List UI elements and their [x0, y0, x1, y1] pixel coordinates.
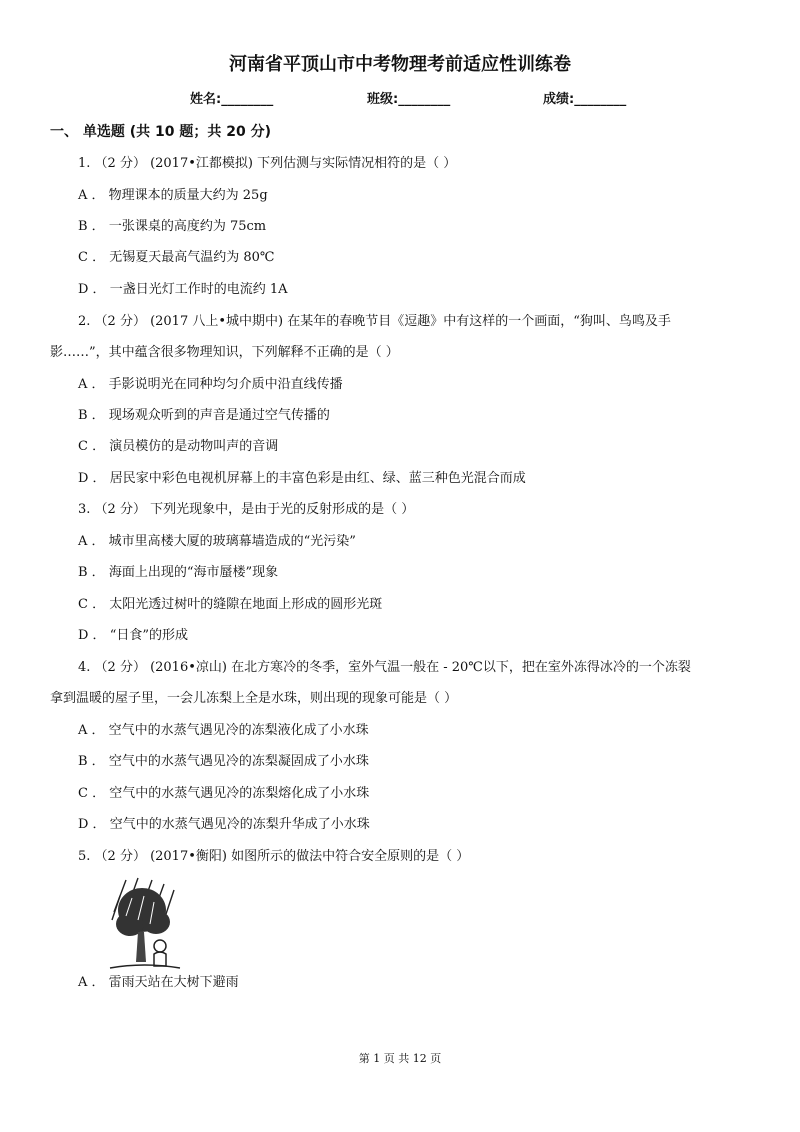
question-3-option-c: C ． 太阳光透过树叶的缝隙在地面上形成的圆形光斑 [78, 597, 383, 612]
question-4-option-a: A ． 空气中的水蒸气遇见冷的冻梨液化成了小水珠 [78, 723, 369, 738]
section-heading: 一、 单选题 (共 10 题；共 20 分) [50, 124, 272, 140]
question-1-option-d: D ． 一盏日光灯工作时的电流约 1A [78, 282, 288, 297]
question-1-option-c: C ． 无锡夏天最高气温约为 80℃ [78, 250, 275, 265]
question-3-option-b: B ． 海面上出现的“海市蜃楼”现象 [78, 565, 279, 580]
question-1-option-a: A ． 物理课本的质量大约为 25g [78, 188, 268, 203]
question-5-option-a: A ． 雷雨天站在大树下避雨 [78, 975, 239, 990]
question-2-option-d: D ． 居民家中彩色电视机屏幕上的丰富色彩是由红、绿、蓝三种色光混合而成 [78, 471, 526, 486]
class-field: 班级:________ [367, 92, 451, 107]
name-field: 姓名:________ [190, 92, 274, 107]
question-2-stem: 2. （2 分） (2017 八上•城中期中) 在某年的春晚节目《逗趣》中有这样的一个画面，“狗叫、鸟鸣及手 [78, 314, 671, 329]
question-3-option-d: D ． “日食”的形成 [78, 628, 188, 643]
score-field: 成绩:________ [543, 92, 627, 107]
question-4-stem: 4. （2 分） (2016•凉山) 在北方寒冷的冬季，室外气温一般在 - 20℃以下，把在室外冻得冰冷的一个冻裂 [78, 660, 691, 675]
question-2-stem-continued: 影……”，其中蕴含很多物理知识，下列解释不正确的是（ ） [50, 345, 399, 360]
question-1-stem: 1. （2 分） (2017•江都模拟) 下列估测与实际情况相符的是（ ） [78, 156, 457, 171]
document-title: 河南省平顶山市中考物理考前适应性训练卷 [229, 54, 571, 75]
question-4-option-c: C ． 空气中的水蒸气遇见冷的冻梨熔化成了小水珠 [78, 786, 370, 801]
question-2-option-a: A ． 手影说明光在同种均匀介质中沿直线传播 [78, 377, 343, 392]
question-4-stem-continued: 拿到温暖的屋子里，一会儿冻梨上全是水珠，则出现的现象可能是（ ） [50, 691, 458, 706]
question-4-option-d: D ． 空气中的水蒸气遇见冷的冻梨升华成了小水珠 [78, 817, 370, 832]
question-2-option-b: B ． 现场观众听到的声音是通过空气传播的 [78, 408, 330, 423]
question-4-option-b: B ． 空气中的水蒸气遇见冷的冻梨凝固成了小水珠 [78, 754, 369, 769]
question-5-stem: 5. （2 分） (2017•衡阳) 如图所示的做法中符合安全原则的是（ ） [78, 849, 470, 864]
question-2-option-c: C ． 演员模仿的是动物叫声的音调 [78, 439, 279, 454]
tree-in-rain-illustration [104, 876, 184, 976]
question-3-option-a: A ． 城市里高楼大厦的玻璃幕墙造成的“光污染” [78, 534, 356, 549]
question-3-stem: 3. （2 分） 下列光现象中，是由于光的反射形成的是（ ） [78, 502, 415, 517]
page-footer: 第 1 页 共 12 页 [358, 1052, 442, 1065]
question-1-option-b: B ． 一张课桌的高度约为 75cm [78, 219, 267, 234]
